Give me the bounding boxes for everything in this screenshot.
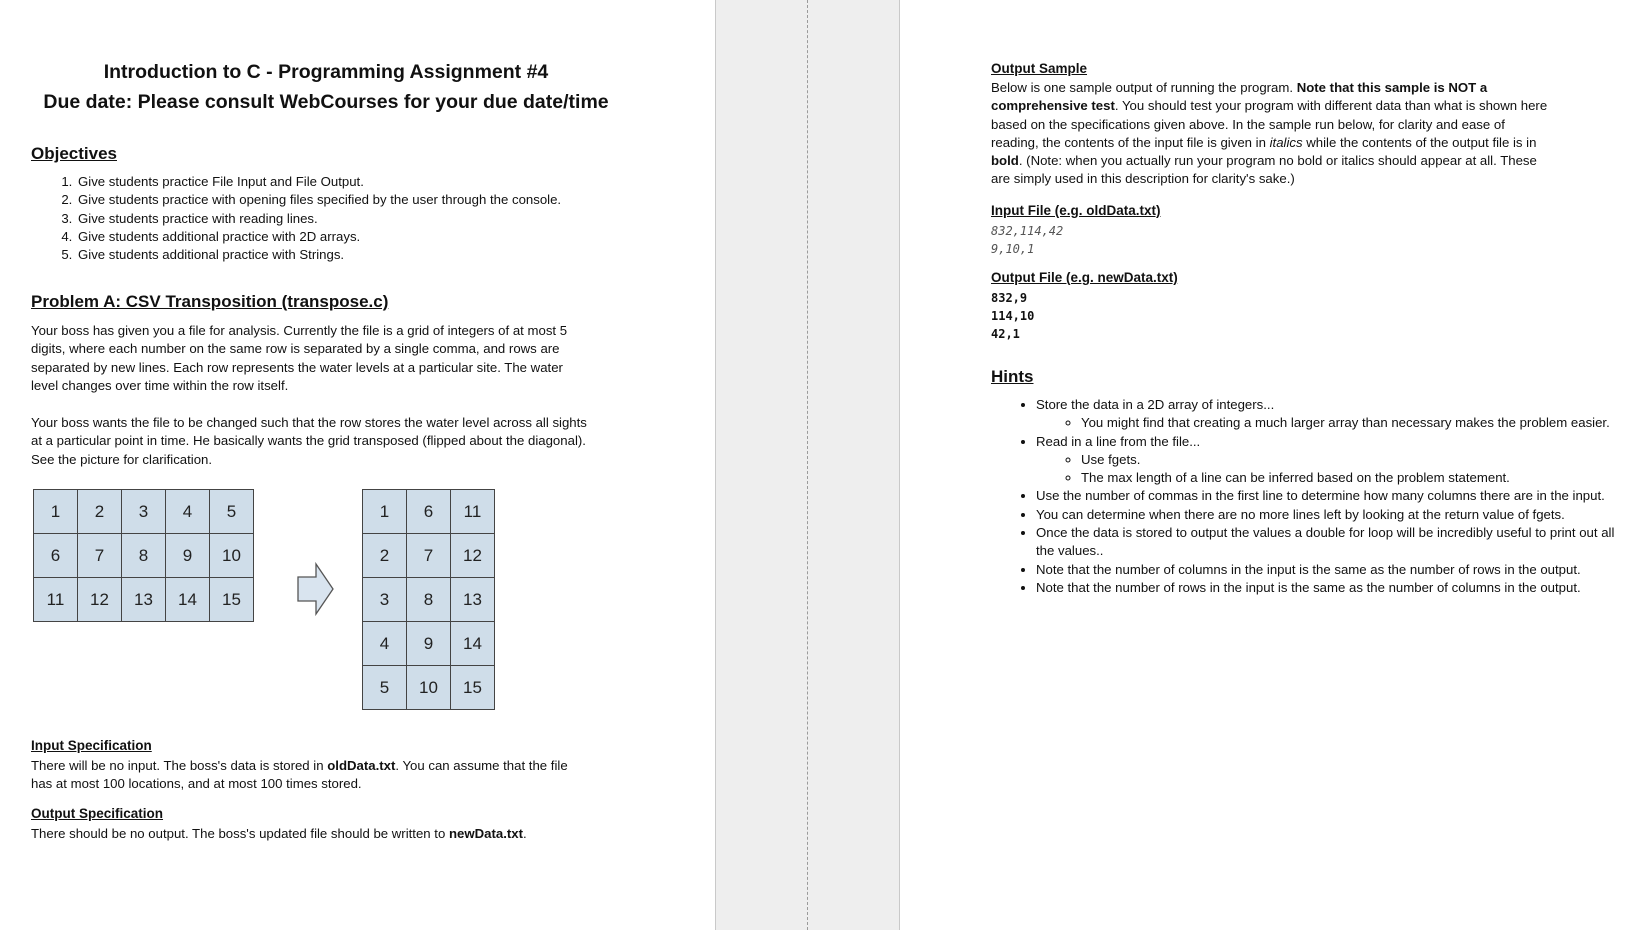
grid-cell: 10 xyxy=(407,666,451,710)
text-line xyxy=(991,134,1591,152)
text-line xyxy=(991,79,1591,97)
output-sample-text xyxy=(991,79,1591,189)
hint-text: Store the data in a 2D array of integers... xyxy=(1036,397,1275,412)
text-line: Your boss wants the file to be changed such that the row stores the water level across all sights xyxy=(31,415,587,430)
grid-cell: 8 xyxy=(407,578,451,622)
text-span: comprehensive test xyxy=(991,98,1115,114)
code-line: 42,1 xyxy=(991,327,1020,341)
grid-after xyxy=(362,489,495,710)
grid-cell: 1 xyxy=(34,490,78,534)
text-line xyxy=(31,757,671,775)
grid-cell: 5 xyxy=(210,490,254,534)
grid-cell: 15 xyxy=(210,578,254,622)
list-item: • Note that the number of rows in the input is the same as the number of columns in the output. xyxy=(1036,579,1626,597)
grid-row xyxy=(363,622,495,666)
grid-cell: 4 xyxy=(166,490,210,534)
output-file-heading: Output File (e.g. newData.txt) xyxy=(991,270,1178,285)
grid-cell: 13 xyxy=(451,578,495,622)
list-item: • You can determine when there are no more lines left by looking at the return value of fgets. xyxy=(1036,506,1626,524)
list-item: 5. Give students additional practice with Strings. xyxy=(76,246,696,264)
grid-cell: 3 xyxy=(363,578,407,622)
grid-cell: 14 xyxy=(451,622,495,666)
list-item: 3. Give students practice with reading lines. xyxy=(76,210,696,228)
input-spec-text xyxy=(31,757,671,794)
text-line: level changes over time within the row itself. xyxy=(31,377,289,393)
objectives-list xyxy=(31,173,696,264)
text-span: italics xyxy=(1269,134,1303,150)
text-line: separated by new lines. Each row represents the water levels at a particular site. The water xyxy=(31,359,563,375)
list-item: 1. Give students practice File Input and File Output. xyxy=(76,173,696,191)
list-item xyxy=(1036,433,1626,488)
list-item xyxy=(1036,396,1626,433)
grid-cell: 13 xyxy=(122,578,166,622)
text-line: are simply used in this description for clarity's sake.) xyxy=(991,171,1295,187)
list-item: 4. Give students additional practice with 2D arrays. xyxy=(76,228,696,246)
problem-paragraph-2 xyxy=(31,414,671,469)
list-item: 2. Give students practice with opening files specified by the user through the console. xyxy=(76,191,696,209)
text-span: Below is one sample output of running the program. xyxy=(991,80,1297,95)
objectives-heading: Objectives xyxy=(31,144,117,163)
text-line xyxy=(991,97,1591,115)
filename: oldData.txt xyxy=(327,758,396,773)
grid-row xyxy=(363,666,495,710)
output-file-content xyxy=(991,289,1034,343)
list-item: ◦ You might find that creating a much larger array than necessary makes the problem easier. xyxy=(1081,414,1626,432)
assignment-title: Introduction to C - Programming Assignment #4 xyxy=(103,61,549,83)
grid-before xyxy=(33,489,254,622)
text-line: See the picture for clarification. xyxy=(31,451,213,467)
grid-cell: 6 xyxy=(407,490,451,534)
grid-cell: 12 xyxy=(78,578,122,622)
text-span: . (Note: when you actually run your program no bold or italics should appear at all. These xyxy=(1018,153,1537,169)
input-file-content xyxy=(991,222,1063,258)
text-span: while the contents of the output file is in xyxy=(1302,134,1537,150)
text-line: at a particular point in time. He basically wants the grid transposed (flipped about the diagonal). xyxy=(31,433,586,449)
list-item: • Once the data is stored to output the values a double for loop will be incredibly useful to print out all the values.. xyxy=(1036,524,1626,561)
problem-heading: Problem A: CSV Transposition (transpose.c) xyxy=(31,292,389,311)
grid-row xyxy=(363,534,495,578)
text-span: . You should test your program with different data than what is shown here xyxy=(1114,98,1548,114)
grid-cell: 6 xyxy=(34,534,78,578)
text-span: . You can assume that the file xyxy=(395,758,568,773)
code-line: 832,114,42 xyxy=(991,224,1064,238)
text-line: based on the specifications given above. In the sample run below, for clarity and ease of xyxy=(991,116,1505,132)
filename: newData.txt xyxy=(448,826,523,841)
list-item: ◦ Use fgets. xyxy=(1081,451,1626,469)
sub-list xyxy=(1036,451,1626,488)
output-sample-heading: Output Sample xyxy=(991,61,1088,76)
due-date-title: Due date: Please consult WebCourses for your due date/time xyxy=(43,91,609,113)
grid-cell: 1 xyxy=(363,490,407,534)
text-span: There should be no output. The boss's updated file should be written to xyxy=(31,826,449,841)
hints-list xyxy=(991,396,1626,597)
grid-cell: 7 xyxy=(78,534,122,578)
code-line: 9,10,1 xyxy=(991,242,1035,256)
grid-row xyxy=(34,534,254,578)
code-line: 832,9 xyxy=(991,291,1028,305)
grid-cell: 2 xyxy=(78,490,122,534)
grid-cell: 7 xyxy=(407,534,451,578)
text-span: Note that this sample is NOT a xyxy=(1296,80,1488,95)
grid-cell: 5 xyxy=(363,666,407,710)
grid-cell: 12 xyxy=(451,534,495,578)
grid-cell: 11 xyxy=(451,490,495,534)
output-spec-text xyxy=(31,825,671,843)
code-line: 114,10 xyxy=(991,309,1035,323)
page-break-line xyxy=(807,0,808,930)
grid-cell: 2 xyxy=(363,534,407,578)
grid-cell: 11 xyxy=(34,578,78,622)
input-spec-heading: Input Specification xyxy=(31,738,152,753)
grid-cell: 9 xyxy=(407,622,451,666)
output-spec-heading: Output Specification xyxy=(31,806,164,821)
grid-row xyxy=(363,578,495,622)
hints-heading: Hints xyxy=(991,367,1034,386)
text-span: . xyxy=(522,826,527,841)
grid-row xyxy=(34,578,254,622)
grid-row xyxy=(34,490,254,534)
text-span: There will be no input. The boss's data is stored in xyxy=(31,758,328,773)
sub-list xyxy=(1036,414,1626,432)
text-line: Your boss has given you a file for analysis. Currently the file is a grid of integers of at most 5 xyxy=(31,323,568,338)
list-item: • Use the number of commas in the first line to determine how many columns there are in the input. xyxy=(1036,487,1626,505)
grid-cell: 4 xyxy=(363,622,407,666)
text-span: reading, the contents of the input file is given in xyxy=(991,134,1270,150)
grid-cell: 10 xyxy=(210,534,254,578)
right-arrow-icon xyxy=(296,561,336,617)
list-item: • Note that the number of columns in the input is the same as the number of rows in the output. xyxy=(1036,561,1626,579)
grid-row xyxy=(363,490,495,534)
problem-paragraph-1 xyxy=(31,322,671,395)
grid-cell: 3 xyxy=(122,490,166,534)
input-file-heading: Input File (e.g. oldData.txt) xyxy=(991,203,1161,218)
text-span: bold xyxy=(991,153,1019,169)
grid-cell: 14 xyxy=(166,578,210,622)
page-gutter xyxy=(715,0,900,930)
text-line xyxy=(31,825,671,843)
list-item: ◦ The max length of a line can be inferred based on the problem statement. xyxy=(1081,469,1626,487)
text-line: digits, where each number on the same row is separated by a single comma, and rows are xyxy=(31,341,560,357)
grid-cell: 15 xyxy=(451,666,495,710)
text-line xyxy=(991,152,1591,170)
text-line: has at most 100 locations, and at most 100 times stored. xyxy=(31,776,362,792)
grid-cell: 9 xyxy=(166,534,210,578)
grid-cell: 8 xyxy=(122,534,166,578)
hint-text: Read in a line from the file... xyxy=(1036,433,1201,449)
